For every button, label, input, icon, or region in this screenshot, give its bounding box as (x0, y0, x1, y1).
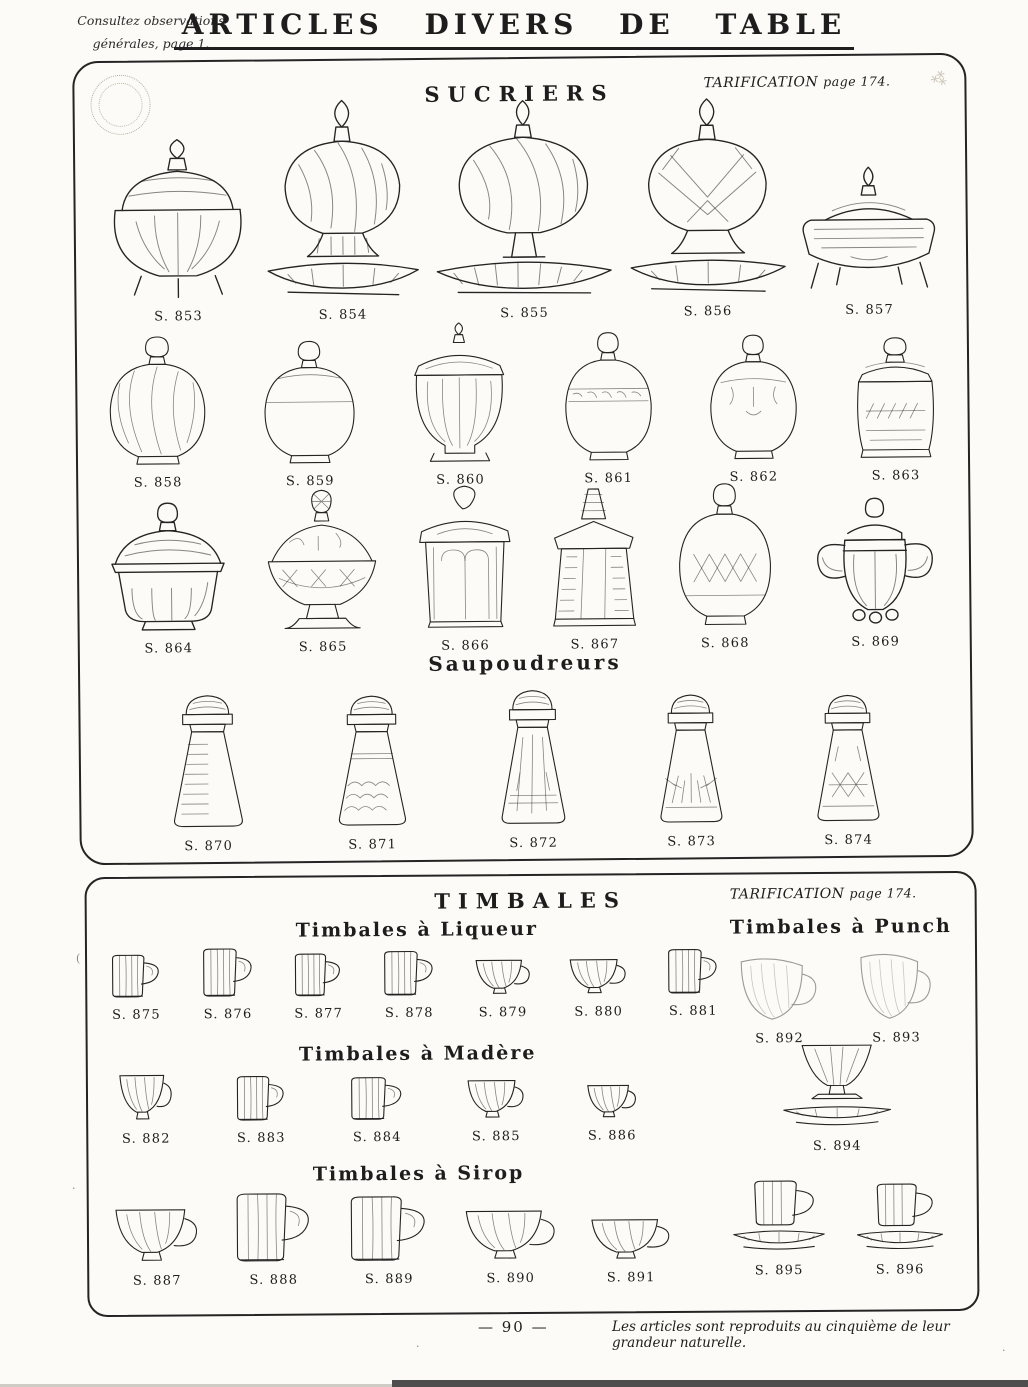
mug-illustration (348, 1075, 406, 1125)
catalog-item (547, 486, 641, 653)
punch-row (723, 947, 950, 1047)
bowl-saucer-illustration (262, 98, 422, 304)
catalog-item (854, 1181, 947, 1278)
item-number: S. 868 (700, 635, 750, 652)
scan-speck: · (72, 1182, 76, 1195)
catalog-item (737, 952, 822, 1047)
shaker-honeycomb-illustration (333, 692, 410, 833)
liqueur-row (109, 943, 722, 1023)
catalog-item (625, 96, 789, 320)
catalog-item (496, 687, 570, 852)
lowcup-illustration (113, 1206, 201, 1269)
mug-illustration (231, 1190, 316, 1269)
shaker-crystal-illustration (812, 692, 883, 829)
punch-cup-illustration (737, 952, 822, 1027)
tarification-reference (703, 73, 890, 91)
catalog-item (200, 946, 257, 1022)
item-number: S. 890 (486, 1270, 536, 1287)
item-number: S. 862 (729, 469, 779, 486)
catalog-item (106, 500, 229, 657)
catalog-item (706, 332, 801, 485)
item-number: S. 875 (112, 1007, 161, 1023)
item-number: S. 865 (298, 639, 348, 656)
item-number: S. 879 (478, 1005, 528, 1021)
sucriers-panel (72, 53, 974, 866)
item-number: S. 886 (587, 1128, 637, 1144)
note-line-1: Consultez observations (77, 13, 225, 28)
item-number: S. 874 (824, 832, 874, 849)
catalog-item (586, 1083, 638, 1143)
catalog-item (234, 1074, 289, 1146)
item-number: S. 855 (500, 305, 550, 322)
scale-note: Les articles sont reproduits au cinquième de leur grandeur naturelle. (612, 1319, 950, 1351)
item-number: S. 884 (352, 1129, 402, 1146)
catalog-item (346, 1193, 433, 1288)
catalog-item (674, 481, 776, 652)
punch-cup-illustration (857, 947, 936, 1026)
item-number: S. 895 (754, 1263, 804, 1279)
catalog-item (730, 1178, 829, 1279)
mug-illustration (346, 1193, 433, 1268)
item-number: S. 873 (667, 834, 717, 850)
item-number: S. 860 (436, 472, 486, 488)
urn-handles-illustration (808, 495, 941, 630)
tarification-page: page 174. (849, 885, 917, 901)
catalog-item (409, 321, 511, 488)
item-number: S. 893 (872, 1030, 922, 1046)
dome-bowl-illustration (106, 500, 229, 637)
tarification-label: TARIFICATION (729, 885, 845, 903)
catalog-item (260, 339, 359, 490)
catalog-item (292, 951, 344, 1021)
item-number: S. 870 (184, 838, 234, 855)
item-number: S. 866 (441, 638, 491, 654)
shaker-rib-illustration (496, 687, 569, 832)
urn-lid-illustration (409, 321, 510, 468)
tarification-page: page 174. (823, 73, 891, 90)
ovoid-band-illustration (560, 330, 655, 467)
bowl-stem-saucer-illustration (432, 98, 616, 302)
scan-speck: · (416, 1340, 420, 1353)
ovoid-plain-illustration (260, 339, 359, 470)
foot-bowl-illustration (263, 488, 382, 635)
sucriers-row-2 (105, 317, 941, 491)
item-number: S. 889 (364, 1271, 414, 1288)
timbales-panel (84, 871, 979, 1317)
catalog-item (105, 334, 210, 491)
sucriers-row-1 (103, 93, 939, 325)
catalog-item (263, 488, 383, 655)
bowl-saucer-x-illustration (625, 96, 789, 300)
item-number: S. 863 (871, 468, 921, 484)
catalog-item (589, 1217, 673, 1286)
item-number: S. 888 (249, 1272, 299, 1288)
sirop-row (113, 1187, 674, 1289)
sucriers-title: SUCRIERS (424, 80, 615, 107)
cup-saucer-illustration (730, 1178, 829, 1259)
catalog-item (568, 957, 628, 1019)
sucriers-row-3 (106, 479, 942, 657)
mug-illustration (234, 1074, 288, 1126)
saucer-cups-row (719, 1177, 958, 1279)
catalog-item (348, 1075, 406, 1145)
page-number: — 90 — (478, 1318, 549, 1336)
item-number: S. 854 (318, 307, 368, 323)
item-number: S. 871 (348, 837, 398, 853)
catalog-item (799, 165, 938, 318)
cup-saucer-illustration (854, 1181, 947, 1258)
lowcup-illustration (586, 1083, 638, 1123)
madere-row (118, 1069, 639, 1147)
scan-speck: · (1002, 1344, 1006, 1357)
mug-illustration (665, 947, 721, 999)
catalog-item (432, 98, 616, 322)
catalog-item (109, 953, 163, 1023)
item-number: S. 867 (570, 637, 620, 653)
bowl-3feet-illustration (103, 138, 253, 305)
ovoid-diamond-illustration (674, 481, 775, 632)
catalog-item (168, 692, 248, 855)
catalog-item (474, 958, 532, 1020)
catalog-item (113, 1206, 202, 1289)
lowcup-illustration (589, 1217, 673, 1266)
item-number: S. 858 (133, 475, 183, 491)
madere-title: Timbales à Madère (298, 1041, 537, 1066)
page-title: ARTICLES DIVERS DE TABLE (0, 8, 1028, 50)
item-number: S. 896 (875, 1262, 925, 1278)
goblet-saucer-illustration (779, 1041, 896, 1134)
scan-edge-dark (392, 1380, 1028, 1387)
goblet-row (728, 1041, 947, 1155)
lowcup-illustration (568, 957, 628, 999)
catalog-item (851, 335, 940, 484)
note-line-2: générales, page 1. (92, 35, 210, 51)
cyl-arch-illustration (415, 483, 514, 634)
catalog-item (665, 947, 722, 1019)
catalog-item (462, 1208, 559, 1287)
lowcup-illustration (474, 958, 532, 1000)
ovoid-ornate-illustration (706, 332, 801, 465)
cyl-tex-illustration (851, 335, 940, 464)
item-number: S. 880 (574, 1004, 624, 1020)
ovoid-swirl-illustration (105, 334, 210, 471)
item-number: S. 887 (132, 1273, 182, 1289)
catalog-item (118, 1072, 175, 1146)
punch-title: Timbales à Punch (729, 915, 952, 939)
item-number: S. 853 (154, 309, 204, 325)
lowcup-illustration (466, 1078, 526, 1124)
liqueur-title: Timbales à Liqueur (295, 917, 539, 942)
shaker-h-illustration (168, 692, 247, 835)
item-number: S. 894 (812, 1138, 862, 1155)
item-number: S. 877 (294, 1006, 344, 1022)
catalog-item (808, 495, 941, 650)
item-number: S. 856 (683, 303, 733, 320)
catalog-item (381, 949, 438, 1021)
item-number: S. 857 (845, 302, 895, 318)
mug-illustration (200, 946, 256, 1002)
item-number: S. 891 (606, 1270, 656, 1286)
saupoudreurs-row (168, 684, 884, 855)
catalog-item (262, 98, 422, 324)
lowcup-illustration (118, 1072, 174, 1126)
catalog-item (812, 692, 883, 849)
scan-smudge-icon: ⁂ (928, 66, 953, 91)
catalog-item (415, 483, 515, 654)
item-number: S. 881 (668, 1003, 718, 1020)
catalog-item (103, 138, 253, 325)
lowcup-illustration (462, 1208, 558, 1267)
catalog-item (231, 1190, 316, 1289)
item-number: S. 885 (471, 1129, 521, 1145)
catalog-item (655, 691, 727, 850)
shaker-fern-illustration (655, 691, 726, 830)
item-number: S. 876 (203, 1006, 253, 1023)
catalog-item (560, 330, 655, 487)
mug-illustration (292, 951, 344, 1001)
mug-illustration (381, 949, 437, 1001)
item-number: S. 878 (384, 1005, 434, 1022)
prism-jar-illustration (547, 486, 640, 633)
tarification-label: TARIFICATION (703, 74, 819, 92)
rect-bowl-illustration (799, 165, 938, 298)
item-number: S. 861 (584, 470, 634, 487)
scan-speck: ( (76, 952, 81, 965)
catalog-item (333, 692, 411, 853)
mug-illustration (109, 953, 163, 1003)
item-number: S. 872 (509, 835, 559, 852)
saupoudreurs-title: Saupoudreurs (428, 650, 622, 676)
item-number: S. 869 (851, 634, 901, 650)
item-number: S. 859 (285, 473, 335, 490)
item-number: S. 892 (755, 1031, 805, 1047)
item-number: S. 882 (121, 1131, 171, 1147)
catalog-item (857, 947, 936, 1046)
catalog-item (779, 1041, 896, 1154)
item-number: S. 864 (144, 641, 194, 657)
sirop-title: Timbales à Sirop (312, 1162, 525, 1186)
timbales-title: TIMBALES (434, 887, 628, 914)
tarification-reference-2 (730, 885, 917, 902)
item-number: S. 883 (236, 1130, 286, 1147)
catalog-item (466, 1078, 526, 1144)
